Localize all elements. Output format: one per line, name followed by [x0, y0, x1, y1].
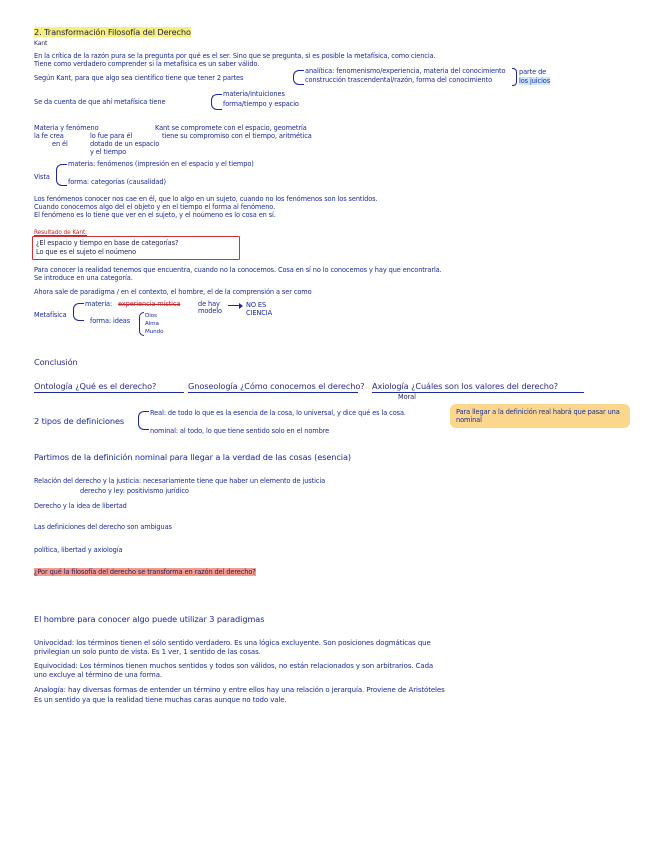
note-line: Tiene como verdadero comprender si la metafísica es un saber válido.	[34, 60, 260, 68]
note-line: modelo	[198, 307, 222, 315]
note-line: Lo que es el sujeto el noúmeno	[36, 248, 137, 256]
note-line: Según Kant, para que algo sea científico tiene que tener 2 partes	[34, 74, 244, 82]
note-line: CIENCIA	[246, 309, 273, 317]
note-line: Analogía: hay diversas formas de entender un término y entre ellos hay una relación o jerarquía. Proviene de Aristóteles	[34, 686, 445, 694]
arrow-icon	[228, 305, 242, 306]
note-line: forma: categorías (causalidad)	[68, 178, 166, 186]
brace-icon	[211, 94, 222, 110]
note-line: Relación del derecho y la justicia: necesariamente tiene que haber un elemento de justicia	[34, 477, 326, 485]
brace-icon	[139, 312, 144, 336]
note-line: derecho y ley: positivismo jurídico	[80, 487, 189, 495]
note-line: materia:	[85, 300, 113, 308]
note-line: materia/intuiciones	[223, 90, 285, 98]
note-line: y el tiempo	[90, 148, 126, 156]
note-line: Metafísica	[34, 311, 67, 319]
note-line: NO ES	[246, 301, 267, 309]
result-label: Resultado de Kant:	[34, 230, 87, 236]
branch-heading: Ontología ¿Qué es el derecho?	[34, 381, 157, 391]
brace-icon	[512, 68, 517, 86]
note-line: Alma	[145, 321, 159, 327]
note-line: Moral	[398, 393, 416, 401]
note-line: Vista	[34, 173, 50, 181]
note-line: Se introduce en una categoría.	[34, 274, 133, 282]
note-line: Cuando conocemos algo del el objeto y en el tiempo el forma al fenómeno.	[34, 203, 276, 211]
note-line: lo fue para él	[90, 132, 133, 140]
note-line: política, libertad y axiología	[34, 546, 123, 554]
note-line: analítica: fenomenismo/experiencia, materia del conocimiento	[305, 67, 506, 75]
note-line: dotado de un espacio	[90, 140, 160, 148]
branch-heading: Axiología ¿Cuáles son los valores del derecho?	[372, 381, 559, 391]
brace-icon	[138, 411, 149, 430]
note-line: Real: de todo lo que es la esencia de la cosa, lo universal, y dice qué es la cosa.	[150, 409, 406, 417]
note-line: ¿El espacio y tiempo en base de categorías?	[36, 239, 179, 247]
note-line: la fe crea	[34, 132, 64, 140]
note-line: forma/tiempo y espacio	[223, 100, 299, 108]
note-line: Para llegar a la definición real habrá que pasar una nominal	[456, 408, 620, 424]
note-line: privilegian un solo punto de vista. Es 1 ver, 1 sentido de las cosas.	[34, 648, 261, 656]
note-line: de hay	[198, 300, 220, 308]
note-line: forma: ideas	[90, 317, 131, 325]
note-line: materia: fenómenos (impresión en el espacio y el tiempo)	[68, 160, 254, 168]
note-line: construcción trascendental/razón, forma del conocimiento	[305, 76, 493, 84]
note-line: El fenómeno es lo tiene que ver en el sujeto, y el noúmeno es lo cosa en sí.	[34, 211, 276, 219]
page-title: 2. Transformación Filosofía del Derecho	[34, 27, 191, 37]
note-line: 2 tipos de definiciones	[34, 416, 125, 426]
note-line: En la crítica de la razón pura se la pregunta por qué es el ser. Sino que se pregunta, si es posible la metafísica, como ciencia.	[34, 52, 436, 60]
brace-icon	[293, 70, 304, 85]
note-line: Dios	[145, 313, 157, 319]
note-line: Mundo	[145, 329, 164, 335]
note-line: tiene su compromiso con el tiempo, aritmética	[162, 132, 312, 140]
note-line: El hombre para conocer algo puede utilizar 3 paradigmas	[34, 614, 265, 624]
note-line: Es un sentido ya que la realidad tiene muchas caras aunque no todo vale.	[34, 696, 287, 704]
note-line: uno excluye al término de una forma.	[34, 671, 163, 679]
note-line: Los fenómenos conocer nos cae en él, que lo algo en un sujeto, cuando no los fenómenos son los sentidos.	[34, 195, 378, 203]
brace-icon	[73, 303, 84, 321]
note-line: Equivocidad: Los términos tienen muchos sentidos y todos son válidos, no están relacionados y son arbitrarios. Cada	[34, 662, 434, 670]
note-line: Univocidad: los términos tienen el sólo sentido verdadero. Es una lógica excluyente. Son posiciones dogmáticas que	[34, 639, 431, 647]
note-line: Kant se compromete con el espacio, geometría	[155, 124, 307, 132]
note-line: experiencia mística	[118, 300, 181, 308]
kant-label: Kant	[34, 40, 48, 47]
note-line: parte de	[519, 68, 547, 76]
underline	[188, 392, 358, 393]
note-line: Para conocer la realidad tenemos que encuentra, cuando no la conocemos. Cosa en sí no lo conocemos y hay que encontrarla.	[34, 266, 442, 274]
brace-icon	[56, 164, 67, 186]
note-line: nominal: al todo, lo que tiene sentido solo en el nombre	[150, 427, 330, 435]
note-line: Materia y fenómeno	[34, 124, 99, 132]
branch-heading: Gnoseología ¿Cómo conocemos el derecho?	[188, 381, 365, 391]
note-line: Las definiciones del derecho son ambiguas	[34, 523, 172, 531]
note-line: Ahora sale de paradigma / en el contexto, el hombre, el de la comprensión a ser como	[34, 288, 312, 296]
underline	[34, 392, 184, 393]
note-line: los juicios	[519, 77, 551, 85]
section-heading: Conclusión	[34, 357, 78, 367]
note-line: Se da cuenta de que ahí metafísica tiene	[34, 98, 166, 106]
note-line: Partimos de la definición nominal para llegar a la verdad de las cosas (esencia)	[34, 452, 351, 462]
note-line: Derecho y la idea de libertad	[34, 502, 127, 510]
highlighted-question: ¿Por qué la filosofía del derecho se transforma en razón del derecho?	[34, 568, 256, 576]
note-line: en él	[52, 140, 68, 148]
